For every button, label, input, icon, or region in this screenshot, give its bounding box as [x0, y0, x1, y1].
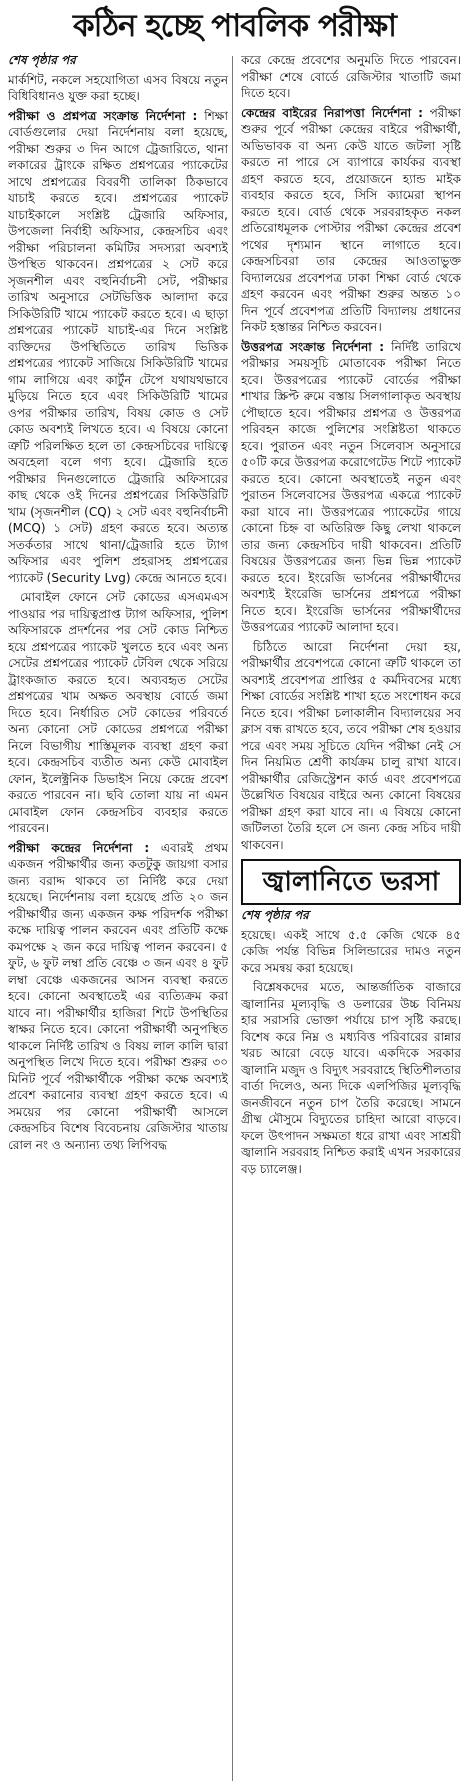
paragraph: হয়েছে। একই সাথে ৫.৫ কেজি থেকে ৪৫ কেজি পর্যন্ত বিভিন্ন সিলিন্ডারের দামও নতুন করে সমন্বয় করা হয়েছে। [241, 927, 461, 975]
left-column [8, 52, 228, 1788]
section-heading: কেন্দ্রের বাইরের নিরাপত্তা নির্দেশনা : [241, 105, 423, 120]
section-body: এবারই প্রথম একজন পরীক্ষার্থীর জন্য কতটুকু জায়গা বসার জন্য বরাদ্দ থাকবে তা নির্দিষ্ট করে দেয়া হয়েছে। নির্দেশনায় বলা হয়েছে প্রতি ২০ জন পরীক্ষার্থীর জন্য একজন কক্ষ পরিদর্শক পরীক্ষা কক্ষে দায়িত্ব পালন করবেন এবং প্রতিটি কক্ষে কমপক্ষে ২ জন করে দায়িত্ব পালন করবেন। ৫ ফুট, ৬ ফুট লম্বা প্রতি বেঞ্চে ৩ জন এবং ৪ ফুট লম্বা বেঞ্চে একজনের আসন ব্যবস্থা করতে হবে। কোনো অবস্থাতেই এর ব্যত্যিক্রম করা যাবে না। পরীক্ষার্থীর হাজিরা শিটে উপস্থিতির স্বাক্ষর নিতে হবে। কোনো পরীক্ষার্থী অনুপস্থিত থাকলে নির্দিষ্ট তারিখ ও বিষয় লাল কালি দ্বারা অনুপস্থিত লিখে দিতে হবে। পরীক্ষা শুরুর ৩০ মিনিট পূর্বে পরীক্ষার্থীকে পরীক্ষা কক্ষে অবশ্যই প্রবেশ করানোর ব্যবস্থা গ্রহণ করতে হবে। এ সময়ের পর কোনো পরীক্ষার্থী আসলে কেন্দ্রসচিব বিশেষ বিবেচনায় রেজিস্টার খাতায় রোল নং ও অন্যান্য তথ্য লিপিবদ্ধ [8, 840, 228, 1152]
section-heading: পরীক্ষা কন্দ্রের নির্দেশনা : [8, 840, 150, 855]
section-answer-scripts [241, 339, 461, 636]
paragraph: মোবাইল ফোনে সেট কোডের এসএমএস পাওয়ার পর দায়িত্বপ্রাপ্ত ট্যাগ অফিসার, পুলিশ অফিসারকে প্রদর্শনের পর সেট কোড নিশ্চিত হয়ে প্রশ্নপত্রের প্যাকেট খুলতে হবে এবং অন্য সেটের প্রশ্নপত্রের প্যাকেট টেবিল থেকে সরিয়ে ট্রাংকজাত করতে হবে। অব্যবহৃত সেটের প্রশ্নপত্রের খাম অক্ষত অবস্থায় বোর্ডে জমা দিতে হবে। নির্ধারিত সেট কোডের পরিবর্তে অন্য কোনো সেট কোডের প্রশ্নপত্রে পরীক্ষা নিলে বিভাগীয় শাস্তিমূলক ব্যবস্থা গ্রহণ করা হবে। কেন্দ্রসচিব ব্যতীত অন্য কেউ মোবাইল ফোন, ইলেক্ট্রনিক ডিভাইস নিয়ে কেন্দ্রে প্রবেশ করতে পারবেন না। ছবি তোলা যায় না এমন মোবাইল ফোন কেন্দ্রসচিব ব্যবহার করতে পারবেন। [8, 590, 228, 835]
paragraph: চিঠিতে আরো নির্দেশনা দেয়া হয়, পরীক্ষার্থীর প্রবেশপত্রে কোনো ত্রুটি থাকলে তা অবশ্যই প্রবেশপত্র প্রাপ্তির ৫ কর্মদিবসের মধ্যে শিক্ষা বোর্ডের সংশ্লিষ্ট শাখা হতে সংশোধন করে নিতে হবে। পরীক্ষা চলাকালীন বিদ্যালয়ের সব ক্লাস বন্ধ রাখতে হবে, তবে পরীক্ষা শেষ হওয়ার পরে এবং সময় সূচিতে যেদিন পরীক্ষা নেই সে দিন নিয়মিত শ্রেণী কার্যক্রম চালু রাখা যাবে। পরীক্ষার্থীর রেজিস্ট্রেশন কার্ড এবং প্রবেশপত্রে উল্লেখিত বিষয়ের বাইরে অন্য কোনো বিষয়ের পরীক্ষা গ্রহণ করা যাবে না। এ বিষয়ে কোনো জটিলতা তৈরি হলে সে জন্য কেন্দ্র সচিব দায়ী থাকবেন। [241, 639, 461, 852]
section-security [241, 105, 461, 336]
paragraph: মার্কশিট, নকলে সহযোগিতা এসব বিষয়ে নতুন বিধিবিধানও যুক্ত করা হচ্ছে। [8, 72, 228, 103]
story-headline: জ্বালানিতে ভরসা [241, 859, 461, 905]
paragraph: করে কেন্দ্রে প্রবেশের অনুমতি দিতে পারবেন। পরীক্ষা শেষে বোর্ডে রেজিস্টার খাতাটি জমা দিতে হবে। [241, 53, 461, 100]
section-center-instructions [8, 840, 228, 1154]
column-divider [232, 56, 233, 1781]
section-questions [8, 108, 228, 587]
section-body: নির্দিষ্ট তারিখে পরীক্ষার সময়সূচি মোতাবেক পরীক্ষা নিতে হবে। উত্তরপত্রের প্যাকেট বোর্ডের পরীক্ষা শাখার স্ক্রিপ্ট রুমে বস্তায় সিলগালাকৃত অবস্থায় পৌছাতে হবে। পরীক্ষার প্রশ্নপত্র ও উত্তরপত্র পরিবহন কাজে পুলিশের সংশ্লিষ্টতা থাকতে হবে। পুরাতন এবং নতুন সিলেবাস অনুসারে ৫০টি করে উত্তরপত্র করোগেটেড শিটে প্যাকেট করতে হবে। কোনো অবস্থাতেই নতুন এবং পুরাতন সিলেবাসের উত্তরপত্র একত্রে প্যাকেট করা যাবে না। উত্তরপত্রের প্যাকেটের গায়ে কোনো চিহ্ন বা অতিরিক্ত কিছু লেখা থাকলে তার জন্য কেন্দ্রসচিব দায়ী থাকবেন। প্রতিটি বিষয়ের উত্তরপত্রের জন্য ভিন্ন ভিন্ন প্যাকেট করতে হবে। ইংরেজি ভার্সনের পরীক্ষার্থীদের অবশ্যই ইংরেজি ভার্সনের প্রশ্নপত্রে পরীক্ষা নিতে হবে। ইংরেজি ভার্সনের পরীক্ষার্থীদের উত্তরপত্রের প্যাকেট আলাদা হবে। [241, 339, 461, 634]
section-body: শিক্ষা বোর্ডগুলোর দেয়া নির্দেশনায় বলা হয়েছে, পরীক্ষা শুরুর ৩ দিন আগে ট্রেজারিতে, থানা লকারের ট্রাংকে রক্ষিত প্রশ্নপত্রের প্যাকেটের সাথে প্রশ্নপত্রের বিবরণী তালিকা ঠিকভাবে যাচাই করতে হবে। প্রশ্নপত্রের প্যাকেট যাচাইকালে সংশ্লিষ্ট ট্রেজারি অফিসার, উপজেলা নির্বাহী অফিসার, কেন্দ্রসচিব এবং পরীক্ষা পরিচালনা কমিটির সদস্যরা অবশ্যই উপস্থিত থাকবেন। প্রশ্নপত্রের ২ সেট করে সৃজনশীল এবং বহুনির্বাচনী সেট, পরীক্ষার তারিখ অনুসারে সেটভিত্তিক আলাদা করে সিকিউরিটি খামে প্যাকেট করতে হবে। এ ছাড়া প্রশ্নপত্রের প্যাকেট যাচাই-এর দিনে সংশ্লিষ্ট ব্যক্তিদের উপস্থিতিতে তারিখ ভিত্তিক প্রশ্নপত্রের প্যাকেট সাজিয়ে সিকিউরিটি খামের গাম লাগিয়ে এবং কার্টুন টেপে যথাযথভাবে মুড়িয়ে নিতে হবে এবং সিকিউরিটি খামের ওপর পরীক্ষার তারিখ, বিষয় কোড ও সেট কোড অবশ্যই লিখতে হবে। এ বিষয়ে কোনো ত্রুটি পরিলক্ষিত হলে তা কেন্দ্রসচিবের দায়িত্বে অবহেলা বলে গণ্য হবে। ট্রেজারি হতে পরীক্ষার দিনগুলোতে ট্রেজারি অফিসারের কাছ থেকে ওই দিনের প্রশ্নপত্রের সিকিউরিটি খাম (সৃজনশীল (CQ) ২ সেট এবং বহুনির্বাচনী (MCQ) ১ সেট) গ্রহণ করতে হবে। অত্যন্ত সতর্কতার সাথে থানা/ট্রেজারি হতে ট্যাগ অফিসার এবং পুলিশ প্রহরাসহ প্রশ্নপত্রের প্যাকেট (Security Lvg) কেন্দ্রে আনতে হবে। [8, 108, 228, 585]
section-heading: উত্তরপত্র সংক্রান্ত নির্দেশনা : [241, 339, 385, 354]
paragraph: বিশ্লেষকদের মতে, আন্তর্জাতিক বাজারে জ্বালানির মূল্যবৃদ্ধি ও ডলারের উচ্চ বিনিময় হার সরাসরি ভোক্তা পর্যায়ে চাপ সৃষ্টি করছে। বিশেষ করে নিম্ন ও মধ্যবিত্ত পরিবারের রান্নার খরচ আরো বেড়ে যাবে। একদিকে সরকার জ্বালানি মজুদ ও বিদ্যুৎ সরবরাহে স্থিতিশীলতার বার্তা দিলেও, অন্য দিকে এলপিজির মূল্যবৃদ্ধি জনজীবনে নতুন চাপ তৈরি করেছে। সামনে গ্রীষ্ম মৌসুমে বিদ্যুতের চাহিদা আরো বাড়বে। ফলে উৎপাদন সক্ষমতা ধরে রাখা এবং সাশ্রয়ী জ্বালানি সরবরাহ নিশ্চিত করাই এখন সরকারের বড় চ্যালেঞ্জ। [241, 980, 461, 1176]
page-headline: কঠিন হচ্ছে পাবলিক পরীক্ষা [72, 8, 397, 44]
continued-label: শেষ পৃষ্ঠার পর [241, 908, 309, 922]
section-heading: পরীক্ষা ও প্রশ্নপত্র সংক্রান্ত নির্দেশনা : [8, 108, 198, 123]
right-column [241, 52, 461, 1788]
section-body: পরীক্ষা শুরুর পূর্বে পরীক্ষা কেন্দ্রের বাইরে পরীক্ষার্থী, অভিভাবক বা অন্য কেউ যাতে জটলা সৃষ্টি করতে না পারে সে ব্যাপারে কার্যকর ব্যবস্থা গ্রহণ করতে হবে, প্রয়োজনে হ্যান্ড মাইক ব্যবহার করতে হবে, সিসি ক্যামেরা স্থাপন করতে হবে। বোর্ড থেকে সরবরাহকৃত নকল প্রতিরোধমূলক পোস্টার পরীক্ষা কেন্দ্রের প্রবেশ পথের দৃশ্যমান স্থানে লাগাতে হবে। কেন্দ্রসচিবরা তার কেন্দ্রের আওতাভুক্ত বিদ্যালয়ের প্রবেশপত্র ঢাকা শিক্ষা বোর্ড থেকে গ্রহণ করবেন এবং পরীক্ষা শুরুর অন্তত ১০ দিন পূর্বে প্রবেশপত্র প্রতিটি বিদ্যালয় প্রধানের নিকট হস্তান্তর নিশ্চিত করবেন। [241, 105, 461, 334]
continued-label: শেষ পৃষ্ঠার পর [8, 53, 76, 67]
